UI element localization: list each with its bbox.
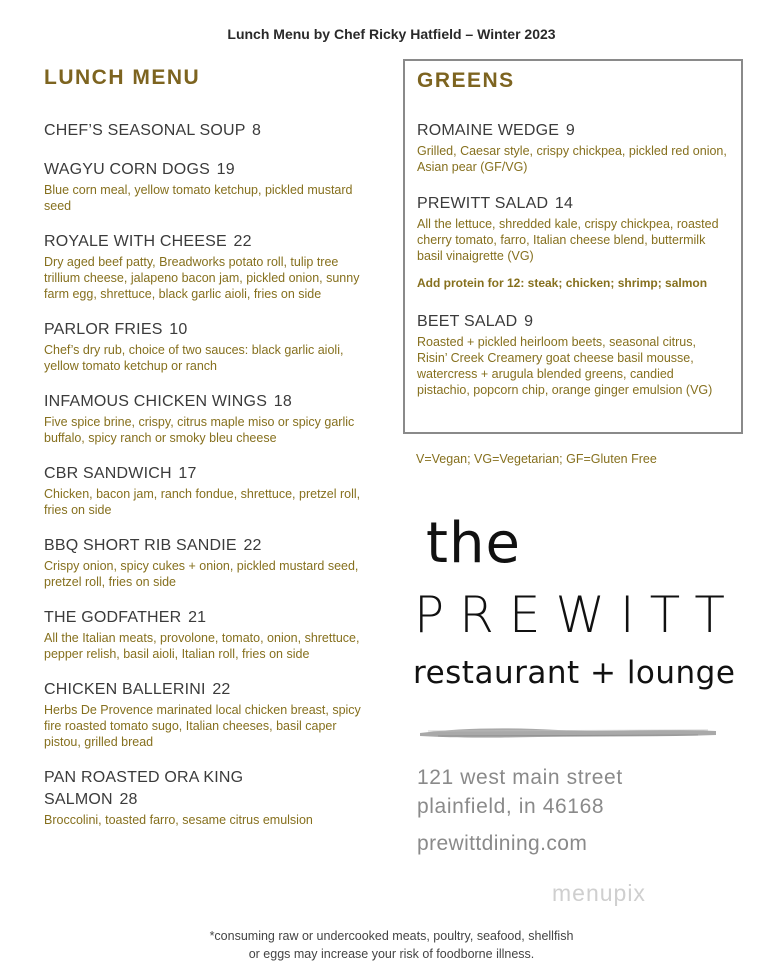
menu-item: [44, 535, 374, 590]
item-description: Roasted + pickled heirloom beets, seasonal citrus, Risin’ Creek Creamery goat cheese basil mousse, watercress + arugula blended greens, candied pistachio, popcorn chip, orange ginger emulsion (VG): [417, 335, 713, 397]
address-line-1: 121 west main street: [417, 766, 623, 789]
item-price: 22: [212, 681, 231, 698]
item-name: BEET SALAD: [417, 313, 518, 330]
item-price: 17: [178, 465, 197, 482]
item-name: PREWITT SALAD: [417, 195, 549, 212]
item-description: Five spice brine, crispy, citrus maple miso or spicy garlic buffalo, spicy ranch or smoky bleu cheese: [44, 415, 355, 445]
disclaimer-line-1: *consuming raw or undercooked meats, poultry, seafood, shellfish: [209, 929, 574, 943]
item-description: Herbs De Provence marinated local chicken breast, spicy fire roasted tomato sugo, Italian cheeses, basil caper pistou, grilled bread: [44, 703, 361, 749]
item-price: 19: [216, 161, 235, 178]
item-description: All the Italian meats, provolone, tomato, onion, shrettuce, pepper relish, basil aioli, Italian roll, fries on side: [44, 631, 360, 661]
menu-item: [44, 767, 284, 811]
item-price: 22: [243, 537, 262, 554]
item-name: BBQ SHORT RIB SANDIE: [44, 537, 237, 554]
item-description: Dry aged beef patty, Breadworks potato roll, tulip tree trillium cheese, jalapeno bacon jam, pickled onion, sunny farm egg, shrettuce, black garlic aioli, fries on side: [44, 255, 360, 301]
logo-name: PREWITT: [414, 586, 740, 644]
menu-item: [417, 193, 729, 264]
menu-title: Lunch Menu by Chef Ricky Hatfield – Winter 2023: [227, 26, 556, 42]
item-name: ROYALE WITH CHEESE: [44, 233, 227, 250]
item-price: 10: [169, 321, 188, 338]
item-name: CHICKEN BALLERINI: [44, 681, 206, 698]
menu-item: [44, 319, 374, 374]
item-description: Chef’s dry rub, choice of two sauces: black garlic aioli, yellow tomato ketchup or ranch: [44, 343, 344, 373]
item-price: 8: [252, 122, 262, 139]
item-name: ROMAINE WEDGE: [417, 122, 560, 139]
item-price: 22: [233, 233, 252, 250]
item-name: THE GODFATHER: [44, 609, 182, 626]
logo-the: the: [426, 511, 521, 576]
item-description: All the lettuce, shredded kale, crispy chickpea, roasted cherry tomato, farro, Italian cheese blend, buttermilk basil vinaigrette (VG): [417, 217, 719, 263]
item-description: Broccolini, toasted farro, sesame citrus emulsion: [44, 813, 313, 827]
item-name: CHEF’S SEASONAL SOUP: [44, 122, 246, 139]
item-description: Grilled, Caesar style, crispy chickpea, pickled red onion, Asian pear (GF/VG): [417, 144, 727, 174]
logo-tagline: restaurant + lounge: [413, 655, 736, 691]
item-description: Chicken, bacon jam, ranch fondue, shrettuce, pretzel roll, fries on side: [44, 487, 361, 517]
item-price: 28: [119, 791, 138, 808]
disclaimer-line-2: or eggs may increase your risk of foodborne illness.: [248, 947, 535, 961]
item-name: PAN ROASTED ORA KING SALMON: [44, 769, 244, 808]
menu-item: [417, 311, 729, 398]
menu-item: [44, 679, 374, 750]
item-price: 18: [273, 393, 292, 410]
menu-item: [417, 120, 729, 175]
item-price: 21: [188, 609, 207, 626]
watermark: menupix: [552, 880, 646, 906]
lunch-menu-heading: LUNCH MENU: [44, 66, 201, 89]
item-price: 14: [554, 195, 574, 212]
item-name: CBR SANDWICH: [44, 465, 172, 482]
item-name: INFAMOUS CHICKEN WINGS: [44, 393, 268, 410]
food-safety-disclaimer: [0, 927, 783, 963]
brush-stroke-divider: [418, 724, 718, 740]
item-name: WAGYU CORN DOGS: [44, 161, 210, 178]
lunch-menu-section: [44, 66, 374, 828]
greens-section: [403, 59, 743, 434]
menu-item: [44, 607, 374, 662]
item-name: PARLOR FRIES: [44, 321, 163, 338]
greens-heading: GREENS: [417, 69, 515, 92]
website-link[interactable]: prewittdining.com: [417, 832, 588, 855]
item-description: Crispy onion, spicy cukes + onion, pickled mustard seed, pretzel roll, fries on side: [44, 559, 359, 589]
address-line-2: plainfield, in 46168: [417, 795, 605, 818]
item-price: 9: [565, 122, 575, 139]
menu-item: [44, 231, 374, 302]
menu-item: [44, 463, 374, 518]
add-protein-note: Add protein for 12: steak; chicken; shrimp; salmon: [417, 276, 708, 290]
item-price: 9: [524, 313, 534, 330]
menu-item: [44, 391, 374, 446]
menu-item: [44, 120, 374, 142]
menu-item: [44, 159, 374, 214]
dietary-legend: V=Vegan; VG=Vegetarian; GF=Gluten Free: [416, 452, 657, 466]
item-description: Blue corn meal, yellow tomato ketchup, pickled mustard seed: [44, 183, 353, 213]
